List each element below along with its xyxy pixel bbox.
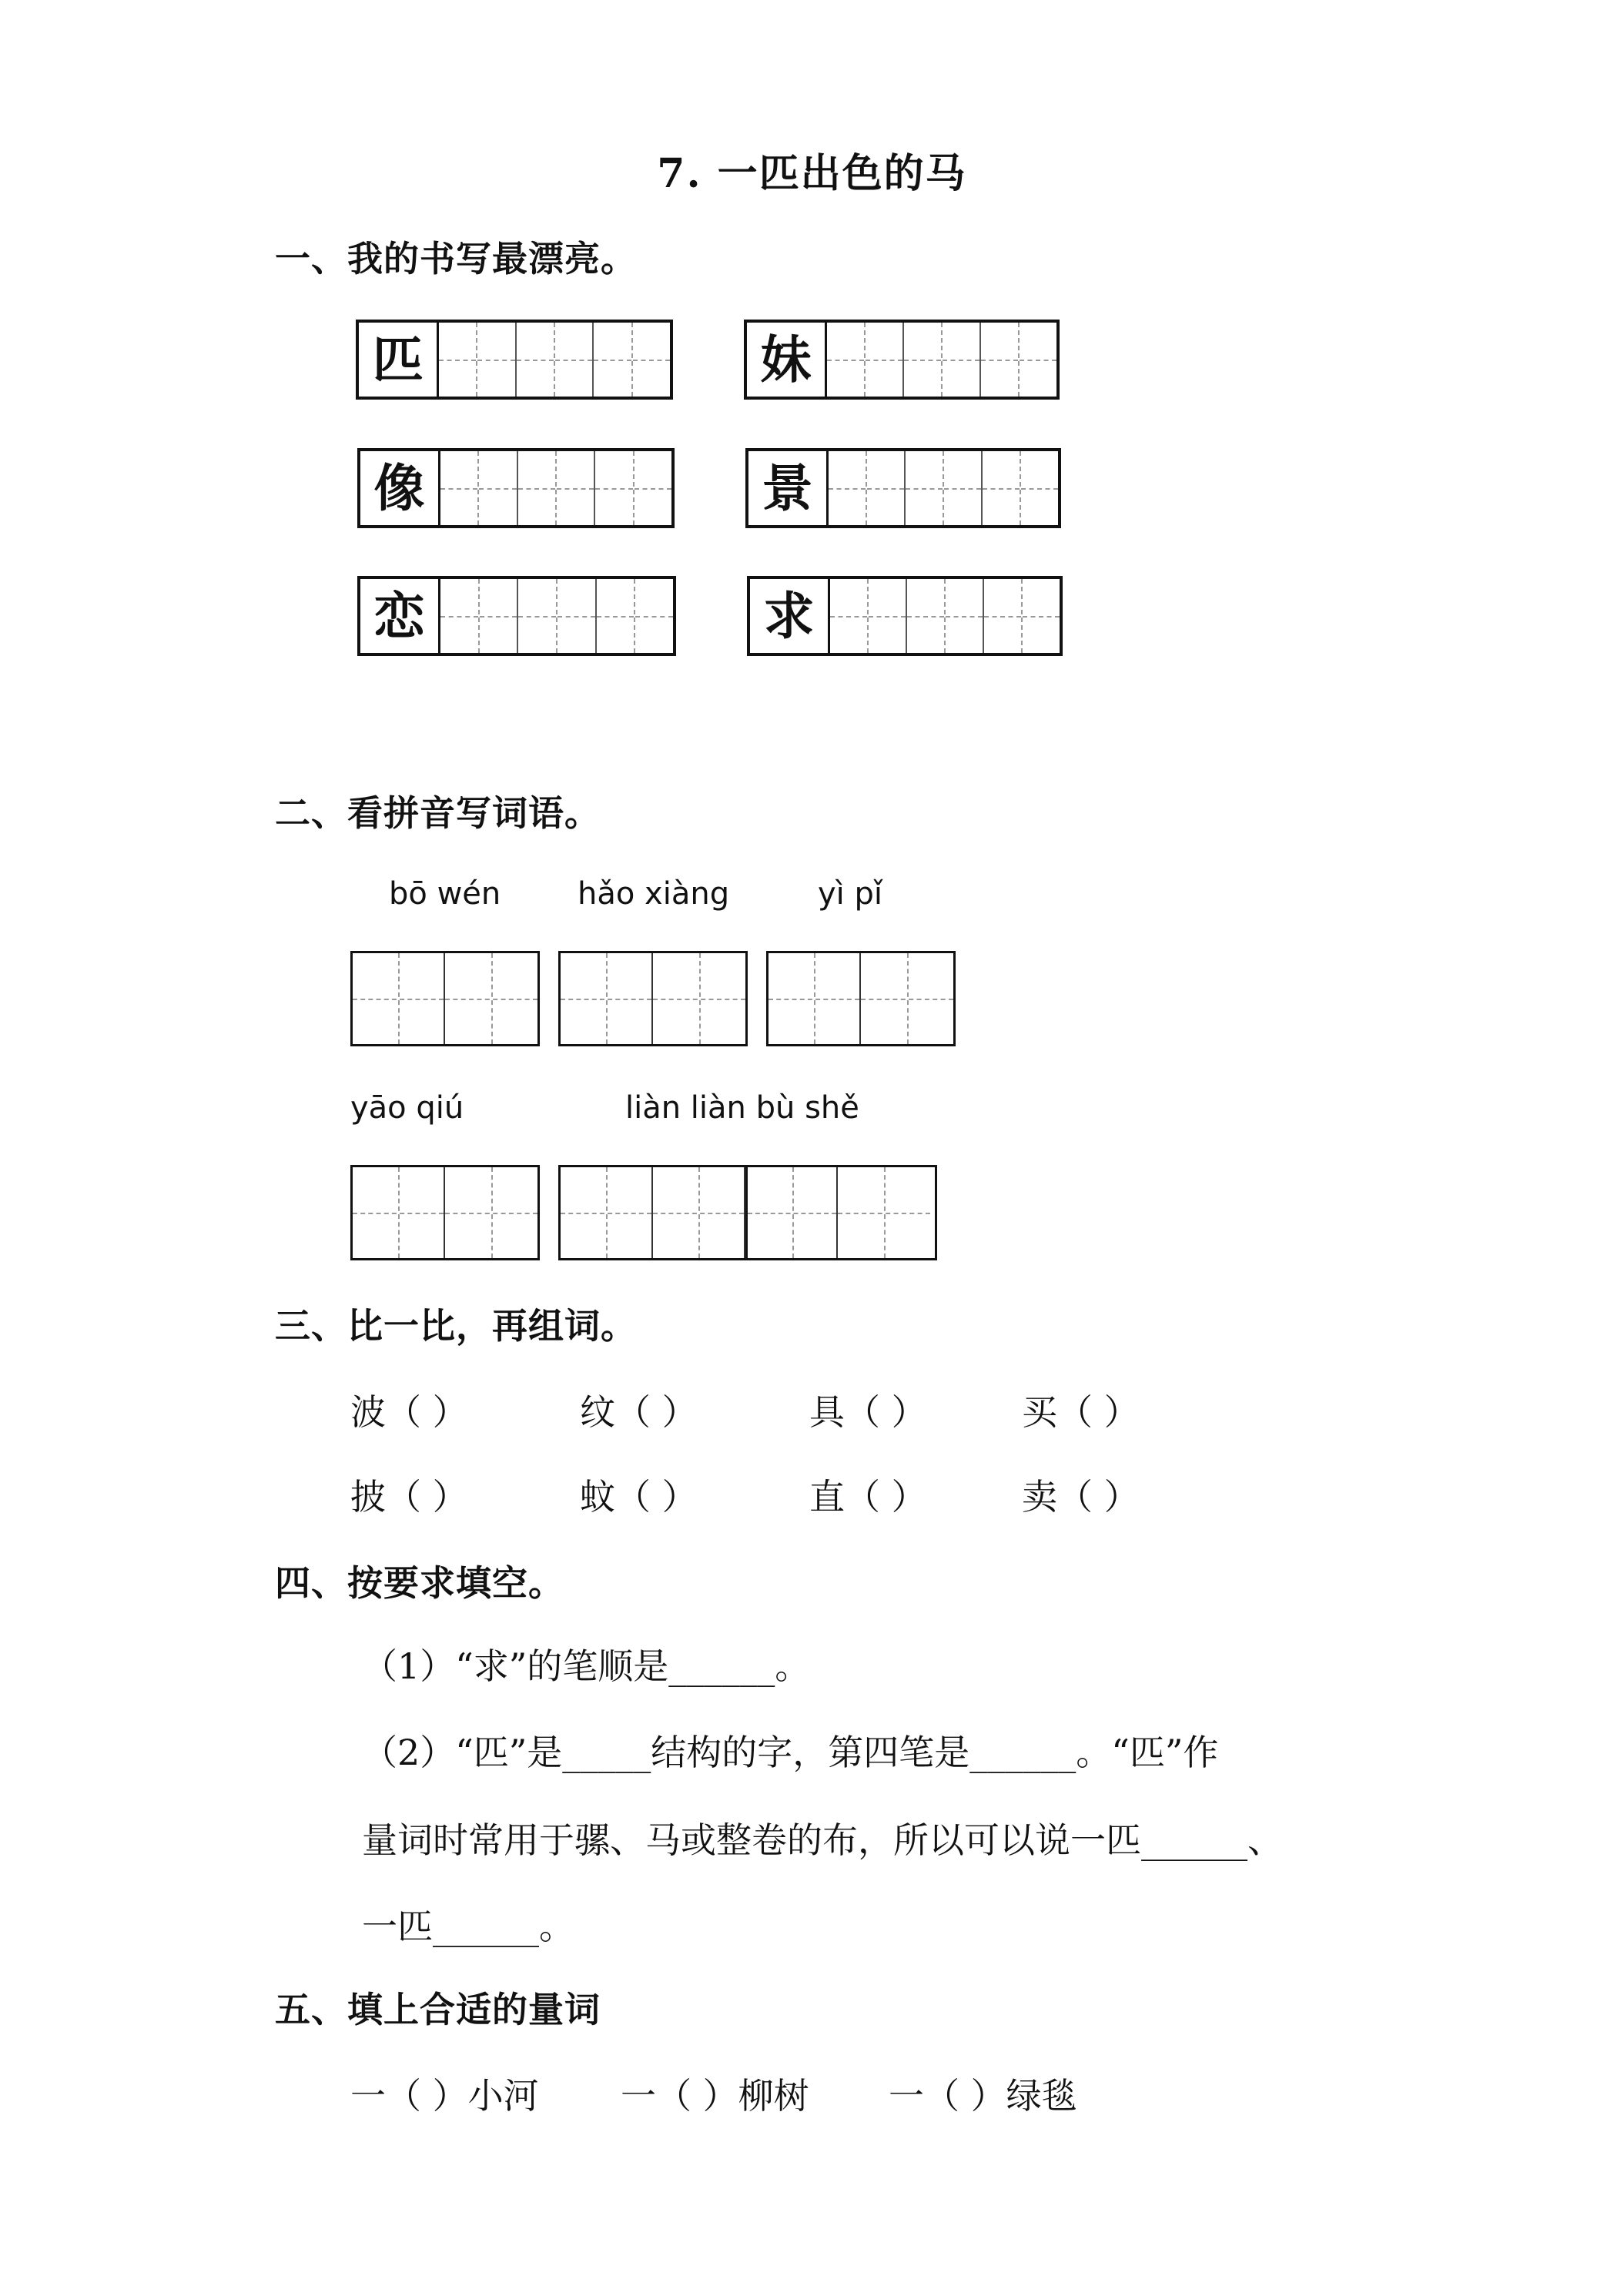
practice-cell[interactable] <box>869 579 907 653</box>
practice-cell[interactable] <box>1023 579 1060 653</box>
tianzige-cell[interactable] <box>861 953 953 1044</box>
tianzige-cell[interactable] <box>561 1167 653 1258</box>
question-2-line-2: 量词时常用于骡、马或整卷的布，所以可以说一匹______、 <box>362 1819 1283 1861</box>
practice-row-6 <box>747 576 1063 656</box>
practice-cell[interactable] <box>981 323 1020 397</box>
model-char: 像 <box>373 458 425 518</box>
practice-cell[interactable] <box>944 451 983 525</box>
practice-cell[interactable] <box>440 451 479 525</box>
tianzige-box[interactable] <box>350 951 540 1046</box>
practice-cell[interactable] <box>906 451 944 525</box>
practice-row-3 <box>357 448 675 528</box>
practice-cell[interactable] <box>829 451 867 525</box>
tianzige-cell[interactable] <box>561 953 653 1044</box>
model-char-cell <box>747 323 827 397</box>
practice-cell[interactable] <box>827 323 866 397</box>
practice-cell[interactable] <box>480 579 519 653</box>
tianzige-cell[interactable] <box>653 953 745 1044</box>
compare-item: 具（ ） <box>809 1391 927 1433</box>
pinyin-lianlianbushe: liàn liàn bù shě <box>625 1090 859 1126</box>
tianzige-cell[interactable] <box>445 953 537 1044</box>
practice-row-5 <box>357 576 676 656</box>
pinyin-bowen: bō wén <box>389 876 501 912</box>
practice-cell[interactable] <box>946 579 984 653</box>
practice-cell[interactable] <box>984 579 1023 653</box>
practice-cell[interactable] <box>866 323 904 397</box>
model-char: 求 <box>763 586 815 646</box>
practice-cell[interactable] <box>1021 451 1058 525</box>
pinyin-yipi: yì pǐ <box>818 876 883 912</box>
practice-cell[interactable] <box>635 451 671 525</box>
practice-row-2 <box>744 320 1060 400</box>
measure-word-item: 一（ ）柳树 <box>621 2075 809 2117</box>
question-2-line-1: （2）“匹”是_____结构的字，第四笔是______。“匹”作 <box>362 1732 1219 1773</box>
section-3-heading: 三、比一比，再组词。 <box>275 1305 637 1347</box>
practice-cell[interactable] <box>477 323 516 397</box>
practice-cell[interactable] <box>557 451 595 525</box>
tianzige-box[interactable] <box>350 1165 540 1260</box>
pinyin-yaoqiu: yāo qiú <box>350 1090 464 1126</box>
practice-cell[interactable] <box>983 451 1021 525</box>
measure-word-item: 一（ ）小河 <box>350 2075 539 2117</box>
section-5-heading: 五、填上合适的量词 <box>275 1989 601 2030</box>
compare-item: 买（ ） <box>1022 1391 1140 1433</box>
practice-cell[interactable] <box>633 323 670 397</box>
practice-cell[interactable] <box>518 451 557 525</box>
section-1-heading: 一、我的书写最漂亮。 <box>275 238 637 279</box>
section-2-heading: 二、看拼音写词语。 <box>275 792 601 834</box>
tianzige-box-4[interactable] <box>558 1165 937 1260</box>
practice-cell[interactable] <box>1020 323 1056 397</box>
practice-cell[interactable] <box>635 579 673 653</box>
practice-cell[interactable] <box>517 323 555 397</box>
measure-word-item: 一（ ）绿毯 <box>889 2075 1077 2117</box>
tianzige-cell[interactable] <box>745 1167 838 1258</box>
compare-item: 波（ ） <box>350 1391 468 1433</box>
practice-cell[interactable] <box>558 579 597 653</box>
practice-cell[interactable] <box>439 323 477 397</box>
model-char-cell <box>360 451 440 525</box>
model-char-cell <box>750 579 830 653</box>
practice-cell[interactable] <box>479 451 517 525</box>
tianzige-cell[interactable] <box>768 953 861 1044</box>
section-4-heading: 四、按要求填空。 <box>275 1562 564 1604</box>
model-char: 匹 <box>372 330 424 390</box>
practice-cell[interactable] <box>440 579 480 653</box>
model-char: 恋 <box>373 586 425 646</box>
model-char: 景 <box>762 458 813 518</box>
practice-cell[interactable] <box>594 323 632 397</box>
practice-cell[interactable] <box>597 579 636 653</box>
tianzige-cell[interactable] <box>353 953 445 1044</box>
practice-row-4 <box>745 448 1061 528</box>
compare-item: 直（ ） <box>809 1476 927 1518</box>
practice-cell[interactable] <box>830 579 869 653</box>
model-char-cell <box>359 323 439 397</box>
practice-cell[interactable] <box>595 451 634 525</box>
practice-cell[interactable] <box>555 323 594 397</box>
practice-cell[interactable] <box>943 323 981 397</box>
tianzige-cell[interactable] <box>838 1167 930 1258</box>
page-title: 7. 一匹出色的马 <box>657 150 967 197</box>
practice-cell[interactable] <box>907 579 946 653</box>
pinyin-haoxiang: hǎo xiàng <box>578 876 730 912</box>
tianzige-box[interactable] <box>558 951 748 1046</box>
compare-item: 纹（ ） <box>580 1391 698 1433</box>
tianzige-cell[interactable] <box>353 1167 445 1258</box>
practice-cell[interactable] <box>518 579 558 653</box>
model-char-cell <box>748 451 829 525</box>
practice-cell[interactable] <box>904 323 943 397</box>
tianzige-box[interactable] <box>766 951 956 1046</box>
model-char-cell <box>360 579 440 653</box>
tianzige-cell[interactable] <box>445 1167 537 1258</box>
compare-item: 蚊（ ） <box>580 1476 698 1518</box>
tianzige-cell[interactable] <box>653 1167 745 1258</box>
practice-row-1 <box>356 320 673 400</box>
compare-item: 披（ ） <box>350 1476 468 1518</box>
compare-item: 卖（ ） <box>1022 1476 1140 1518</box>
question-1: （1）“求”的笔顺是______。 <box>362 1645 811 1687</box>
practice-cell[interactable] <box>867 451 906 525</box>
question-2-line-3: 一匹______。 <box>362 1906 574 1947</box>
model-char: 妹 <box>760 330 812 390</box>
